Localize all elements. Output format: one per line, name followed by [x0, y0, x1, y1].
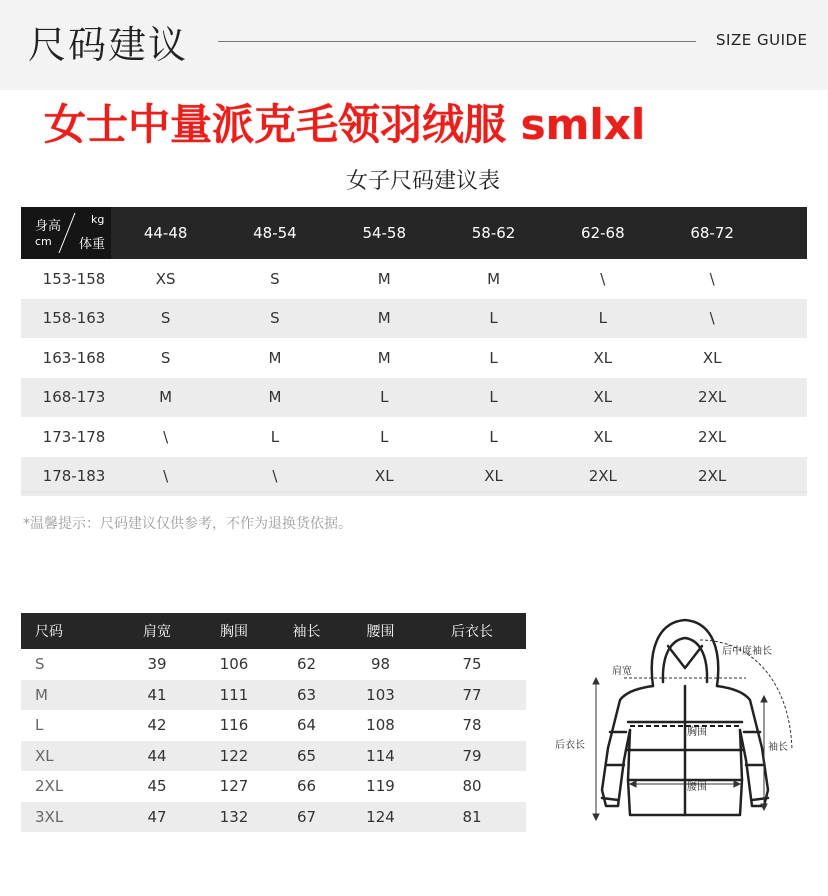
measurement-cell: 119 — [366, 777, 395, 796]
measurement-cell: 77 — [462, 685, 482, 704]
column-header: 胸围 — [220, 624, 248, 640]
measurement-cell: 108 — [366, 716, 395, 735]
column-header: 尺码 — [35, 624, 63, 640]
size-label-cell: S — [35, 655, 45, 674]
measurement-cell: 44 — [147, 746, 167, 765]
table-header — [21, 207, 807, 259]
product-title: 女士中量派克毛领羽绒服 smlxl — [44, 100, 646, 149]
size-cell: L — [489, 388, 498, 407]
table-bottom-rule — [21, 491, 807, 493]
size-cell: XL — [374, 467, 394, 486]
row-header-height: 153-158 — [42, 269, 106, 288]
table-body — [21, 649, 526, 832]
size-guide-label: SIZE GUIDE — [716, 31, 808, 49]
size-cell: XL — [593, 388, 613, 407]
table-row — [21, 378, 807, 418]
size-cell: L — [380, 388, 389, 407]
measurement-cell: 42 — [147, 716, 167, 735]
column-header: 肩宽 — [143, 624, 171, 640]
table-row — [21, 417, 807, 457]
measurement-cell: 67 — [296, 807, 317, 826]
size-cell: L — [489, 427, 498, 446]
table-row — [21, 649, 526, 680]
back-sleeve-label: 后中度袖长 — [722, 646, 772, 657]
row-header-height: 173-178 — [42, 427, 106, 446]
size-cell: \ — [709, 269, 715, 288]
size-cell: M — [268, 348, 282, 367]
size-cell: M — [487, 269, 501, 288]
height-unit: cm — [35, 235, 52, 248]
table-row — [21, 299, 807, 339]
size-cell: L — [598, 309, 608, 328]
column-header: 48-54 — [253, 224, 297, 242]
size-label-cell: L — [35, 716, 44, 735]
table-row — [21, 710, 526, 741]
size-label-cell: XL — [35, 746, 54, 765]
measurement-cell: 111 — [219, 685, 249, 704]
size-cell: M — [377, 348, 391, 367]
table-row — [21, 741, 526, 772]
measurement-cell: 45 — [147, 777, 167, 796]
size-cell: \ — [163, 467, 169, 486]
measurement-cell: 79 — [462, 746, 482, 765]
measurement-cell: 103 — [366, 685, 395, 704]
column-header: 54-58 — [362, 224, 407, 242]
measurement-cell: 39 — [147, 655, 167, 674]
size-cell: XL — [484, 467, 503, 486]
measurement-cell: 116 — [219, 716, 249, 735]
back-length-label: 后衣长 — [555, 740, 585, 751]
table-row — [21, 771, 526, 802]
size-cell: XL — [593, 427, 613, 446]
shoulder-label: 肩宽 — [612, 666, 632, 677]
size-cell: XL — [593, 348, 613, 367]
measurement-cell: 62 — [296, 655, 317, 674]
measurement-cell: 75 — [462, 655, 482, 674]
measurement-cell: 65 — [296, 746, 317, 765]
measurement-cell: 66 — [296, 777, 317, 796]
measurement-cell: 78 — [462, 716, 482, 735]
measurement-cell: 124 — [366, 807, 395, 826]
table-body — [21, 259, 807, 496]
size-cell: S — [160, 309, 171, 328]
measurement-cell: 80 — [462, 777, 482, 796]
measurement-cell: 47 — [147, 807, 167, 826]
column-header: 44-48 — [143, 224, 188, 242]
size-cell: M — [159, 388, 173, 407]
row-header-height: 163-168 — [42, 348, 106, 367]
measurement-cell: 127 — [219, 777, 249, 796]
size-cell: 2XL — [698, 467, 727, 486]
diagonal-divider — [57, 211, 77, 255]
size-cell: \ — [272, 467, 278, 486]
column-header: 58-62 — [471, 224, 516, 242]
size-cell: 2XL — [588, 467, 617, 486]
size-label-cell: 2XL — [35, 777, 64, 796]
jacket-measurement-diagram — [550, 610, 820, 850]
size-cell: L — [489, 348, 498, 367]
header-bar — [0, 0, 828, 90]
size-cell: L — [270, 427, 280, 446]
weight-unit: kg — [91, 213, 105, 226]
size-cell: \ — [709, 309, 715, 328]
size-cell: M — [377, 269, 391, 288]
height-label: 身高 — [35, 219, 62, 234]
size-recommendation-table — [21, 207, 807, 496]
measurement-cell: 98 — [370, 655, 391, 674]
measurement-cell: 81 — [462, 807, 482, 826]
size-label-cell: 3XL — [35, 807, 64, 826]
size-cell: \ — [600, 269, 606, 288]
jacket-outline-icon — [550, 610, 820, 850]
table-row — [21, 802, 526, 833]
measurement-cell: 106 — [219, 655, 249, 674]
column-header: 腰围 — [366, 624, 395, 640]
table-corner-cell — [21, 207, 111, 259]
row-header-height: 178-183 — [42, 467, 106, 486]
weight-label: 体重 — [79, 237, 106, 252]
measurement-cell: 122 — [219, 746, 249, 765]
size-cell: L — [489, 309, 498, 328]
measurement-cell: 63 — [296, 685, 317, 704]
size-table-title: 女子尺码建议表 — [345, 169, 500, 194]
size-cell: \ — [163, 427, 169, 446]
size-cell: M — [268, 388, 282, 407]
size-cell: 2XL — [698, 388, 727, 407]
column-header: 68-72 — [690, 224, 734, 242]
size-cell: XL — [702, 348, 722, 367]
row-header-height: 158-163 — [42, 309, 106, 328]
header-divider — [218, 41, 696, 42]
size-cell: S — [270, 309, 280, 328]
page-title: 尺码建议 — [28, 23, 189, 67]
measurement-cell: 41 — [147, 685, 167, 704]
column-header: 袖长 — [292, 624, 321, 640]
garment-measurement-table — [21, 613, 526, 832]
size-cell: 2XL — [698, 427, 727, 446]
chest-label: 胸围 — [687, 727, 707, 738]
table-row — [21, 680, 526, 711]
table-row — [21, 259, 807, 299]
table-row — [21, 338, 807, 378]
sleeve-label: 袖长 — [768, 742, 788, 753]
size-cell: S — [160, 348, 171, 367]
size-cell: L — [380, 427, 389, 446]
row-header-height: 168-173 — [42, 388, 106, 407]
disclaimer-note: *温馨提示：尺码建议仅供参考，不作为退换货依据。 — [23, 516, 352, 532]
column-header: 62-68 — [581, 224, 625, 242]
measurement-cell: 132 — [219, 807, 249, 826]
measurement-cell: 114 — [366, 746, 395, 765]
size-cell: M — [377, 309, 391, 328]
table-header — [21, 613, 526, 649]
size-cell: XS — [155, 269, 176, 288]
size-label-cell: M — [35, 685, 48, 704]
size-cell: S — [270, 269, 280, 288]
measurement-cell: 64 — [296, 716, 317, 735]
column-header: 后衣长 — [451, 624, 493, 640]
waist-label: 腰围 — [687, 782, 707, 793]
